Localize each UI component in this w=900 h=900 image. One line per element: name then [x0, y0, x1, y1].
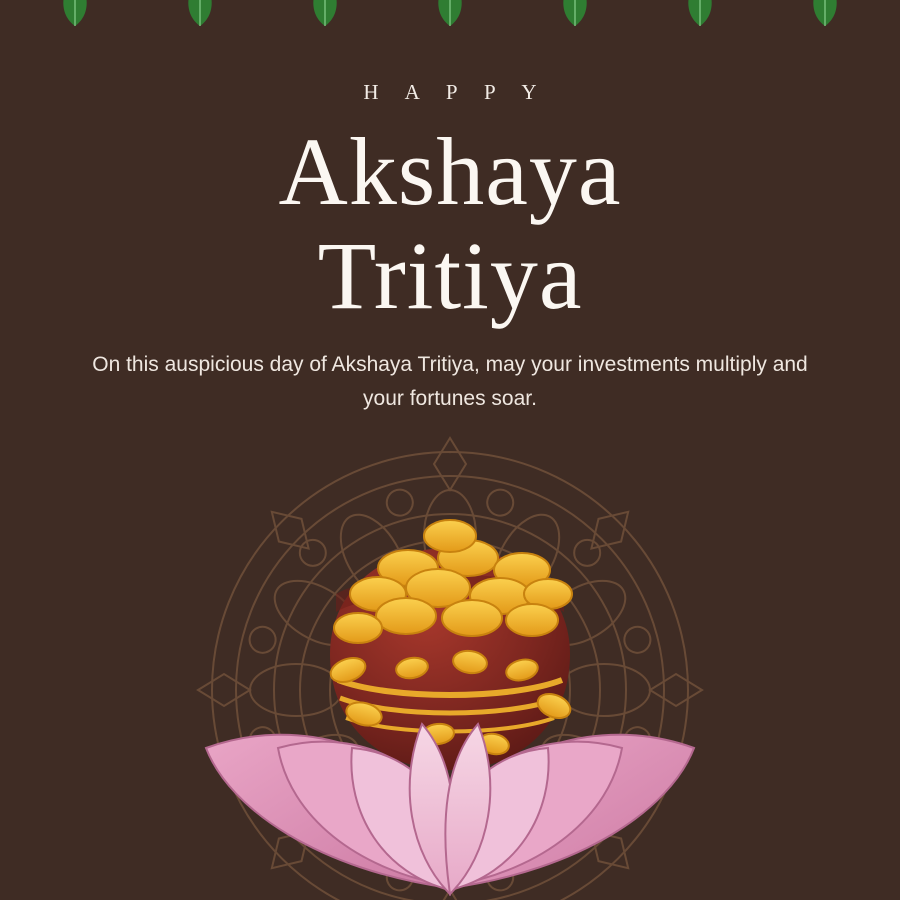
leaf-icon	[685, 0, 715, 26]
leaf-icon	[435, 0, 465, 26]
leaf-icon	[810, 0, 840, 26]
message-text: On this auspicious day of Akshaya Tritiya, may your investments multiply and your fortunes soar.	[92, 353, 808, 410]
title-line-2: Tritiya	[317, 221, 583, 329]
leaf-icon	[60, 0, 90, 26]
leaf-icon	[560, 0, 590, 26]
title-line-1: Akshaya	[278, 118, 622, 225]
eyebrow-text: H A P P Y	[363, 80, 548, 104]
mango-leaf-garland	[0, 0, 900, 26]
illustration-svg	[150, 418, 750, 900]
page-title	[0, 120, 900, 327]
kalash-illustration	[150, 418, 750, 900]
leaf-icon	[185, 0, 215, 26]
leaf-icon	[310, 0, 340, 26]
